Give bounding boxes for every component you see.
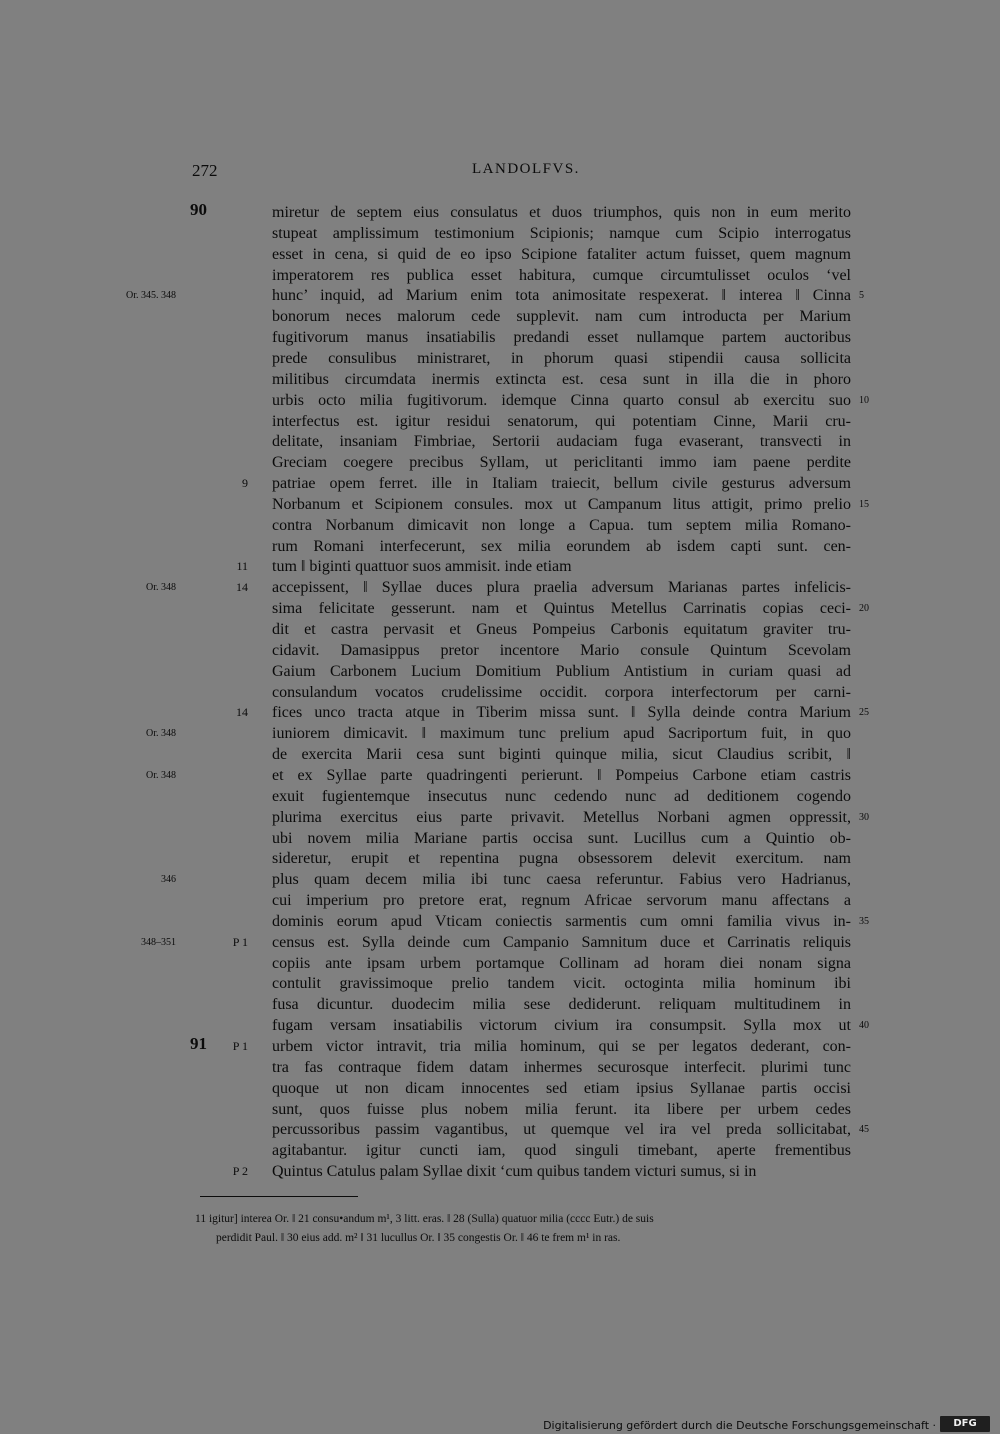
chapter-number: 91 — [190, 1034, 207, 1053]
text-line: contulit gravissimoque prelio tandem vicit. octoginta milia hominum ibi — [272, 975, 851, 993]
running-head: LANDOLFVS. — [472, 161, 580, 177]
text-line: tra fas contraque fidem datam inhermes securosque interfecit. plurimi tunc — [272, 1058, 851, 1076]
text-line: esset in cena, si quid de eo ipso Scipione fataliter actum fuisset, quem magnum — [272, 245, 851, 263]
text-line: exuit fugientemque insecutus nunc cedendo nunc ad deditionem cogendo — [272, 787, 851, 805]
text-line: prede consulibus ministraret, in phorum quasi stipendii causa sollicita — [272, 349, 851, 367]
chapter-number: 90 — [190, 200, 207, 219]
source-reference: Or. 345. 348 — [126, 290, 176, 302]
text-line: fices unco tracta atque in Tiberim missa sunt. ‖ Sylla deinde contra Marium — [272, 704, 851, 722]
source-section-marker: P 2 — [232, 1164, 248, 1179]
line-number: 40 — [859, 1020, 869, 1032]
text-line: sideretur, erupit et repentina pugna obsessorem delevit exercitum. nam — [272, 850, 851, 868]
footnote-rule — [200, 1196, 358, 1197]
line-number: 20 — [859, 603, 869, 615]
text-line: plus quam decem milia ibi tunc caesa referuntur. Fabius vero Hadrianus, — [272, 871, 851, 889]
text-line: plurima exercitus eius parte privavit. Metellus Norbani agmen oppressit, — [272, 808, 851, 826]
line-number: 5 — [859, 290, 864, 302]
source-reference: 346 — [161, 874, 176, 886]
footnote-line: perdidit Paul. ‖ 30 eius add. m² ‖ 31 lucullus Or. ‖ 35 congestis Or. ‖ 46 te frem m¹ in ras. — [216, 1232, 621, 1244]
line-number: 15 — [859, 498, 869, 510]
text-line: imperatorem res publica esset habitura, cumque circumtulisset oculos ‘vel — [272, 266, 851, 284]
source-section-marker: P 1 — [232, 934, 248, 949]
text-line: contra Norbanum dimicavit non longe a Capua. tum septem milia Romano- — [272, 516, 851, 534]
line-number: 10 — [859, 394, 869, 406]
source-reference: Or. 348 — [146, 728, 176, 740]
text-line: ubi novem milia Mariane partis occisa sunt. Lucillus cum a Quintio ob- — [272, 829, 851, 847]
text-line: hunc’ inquid, ad Marium enim tota animositate respexerat. ‖ interea ‖ Cinna — [272, 287, 851, 305]
text-line: consulandum vocatos crudelissime occidit. corpora interfectorum per carni- — [272, 683, 851, 701]
text-line: delitate, insaniam Fimbriae, Sertorii audaciam fuga evaserant, transvecti in — [272, 433, 851, 451]
source-section-marker: 9 — [242, 476, 248, 491]
text-line: miretur de septem eius consulatus et duos triumphos, quis non in eum merito — [272, 204, 851, 221]
source-section-marker: 14 — [236, 705, 248, 720]
text-line: de exercita Marii cesa sunt biginti quinque milia, sicut Claudius scribit, ‖ — [272, 746, 851, 764]
text-line: interfectus est. igitur residui senatorum, qui potentiam Cinne, Marii cru- — [272, 412, 851, 430]
text-line: cidavit. Damasippus pretor incentore Mario consule Quintum Scevolam — [272, 641, 851, 659]
text-line: cui imperium pro pretore erat, regnum Africae servorum manu affectans a — [272, 892, 851, 910]
text-line: rum Romani interfecerunt, sex milia eorundem ab isdem capti sunt. cen- — [272, 537, 851, 555]
source-reference: Or. 348 — [146, 769, 176, 781]
text-line: Quintus Catulus palam Syllae dixit ‘cum quibus tandem victuri sumus, si in — [272, 1163, 757, 1181]
text-line: Greciam coegere precibus Syllam, ut periclitanti immo iam paene perdite — [272, 454, 851, 472]
text-line: fusa dicuntur. duodecim milia sese dediderunt. reliquam multitudinem in — [272, 996, 851, 1014]
text-line: urbem victor intravit, tria milia hominum, qui se per legatos dederant, con- — [272, 1038, 851, 1055]
line-number: 30 — [859, 811, 869, 823]
text-line: et ex Syllae parte quadringenti perierunt. ‖ Pompeius Carbone etiam castris — [272, 766, 851, 784]
text-line: fugam versam insatiabilis victorum civium ira consumpsit. Sylla mox ut — [272, 1017, 851, 1035]
line-number: 45 — [859, 1124, 869, 1136]
page-number: 272 — [192, 161, 218, 180]
text-line: census est. Sylla deinde cum Campanio Samnitum duce et Carrinatis reliquis — [272, 933, 851, 951]
source-reference: 348–351 — [141, 936, 176, 948]
text-line: patriae opem ferret. ille in Italiam traiecit, bellum civile gesturus adversum — [272, 475, 851, 493]
text-line: iuniorem dimicavit. ‖ maximum tunc prelium apud Sacriportum fuit, in quo — [272, 725, 851, 743]
footnote-line: 11 igitur] interea Or. ‖ 21 consu•andum m¹, 3 litt. eras. ‖ 28 (Sulla) quatuor milia (cccc Eutr.) de suis — [195, 1213, 654, 1225]
source-section-marker: P 1 — [232, 1039, 248, 1053]
text-line: dominis eorum apud Vticam coniectis sarmentis cum omni familia vivus in- — [272, 912, 851, 930]
line-number: 25 — [859, 707, 869, 719]
text-line: bonorum neces malorum cede supplevit. nam cum introducta per Marium — [272, 308, 851, 326]
text-line: sunt, quos fuisse plus nobem milia ferunt. ita libere per urbem cedes — [272, 1100, 851, 1118]
text-line: tum ‖ biginti quattuor suos ammisit. inde etiam — [272, 558, 572, 576]
text-line: copiis ante ipsam urbem portamque Collinam ad horam diei nonam signa — [272, 954, 851, 972]
source-section-marker: 14 — [236, 580, 248, 595]
funding-credit: Digitalisierung gefördert durch die Deutsche Forschungsgemeinschaft · — [543, 1419, 936, 1432]
text-line: urbis octo milia fugitivorum. idemque Cinna quarto consul ab exercitu suo — [272, 391, 851, 409]
source-reference: Or. 348 — [146, 582, 176, 594]
text-line: dit et castra pervasit et Gneus Pompeius Carbonis equitatum graviter tru- — [272, 621, 851, 638]
text-line: Gaium Carbonem Lucium Domitium Publium Antistium in curiam quasi ad — [272, 662, 851, 680]
text-line: stupeat amplissimum testimonium Scipionis; namque cum Scipio interrogatus — [272, 224, 851, 242]
dfg-logo: DFG — [940, 1416, 990, 1432]
text-line: sima felicitate gesserunt. nam et Quintus Metellus Carrinatis copias ceci- — [272, 600, 851, 618]
text-line: quoque ut non dicam innocentes sed etiam ipsius Syllanae partis occisi — [272, 1079, 851, 1097]
text-line: accepissent, ‖ Syllae duces plura praelia adversum Marianas partes infelicis- — [272, 579, 851, 597]
text-line: Norbanum et Scipionem consules. mox ut Campanum litus attigit, primo prelio — [272, 495, 851, 513]
text-line: militibus circumdata inermis extincta est. cesa sunt in illa die in phoro — [272, 370, 851, 388]
line-number: 35 — [859, 915, 869, 927]
text-line: agitabantur. igitur cuncti iam, quod singuli timebant, aperte frementibus — [272, 1142, 851, 1160]
text-line: percussoribus passim vagantibus, ut quemque vel ira vel preda sollicitabat, — [272, 1121, 851, 1139]
text-line: fugitivorum manus insatiabilis predandi esset nullamque partem auctoribus — [272, 329, 851, 347]
source-section-marker: 11 — [236, 559, 248, 574]
